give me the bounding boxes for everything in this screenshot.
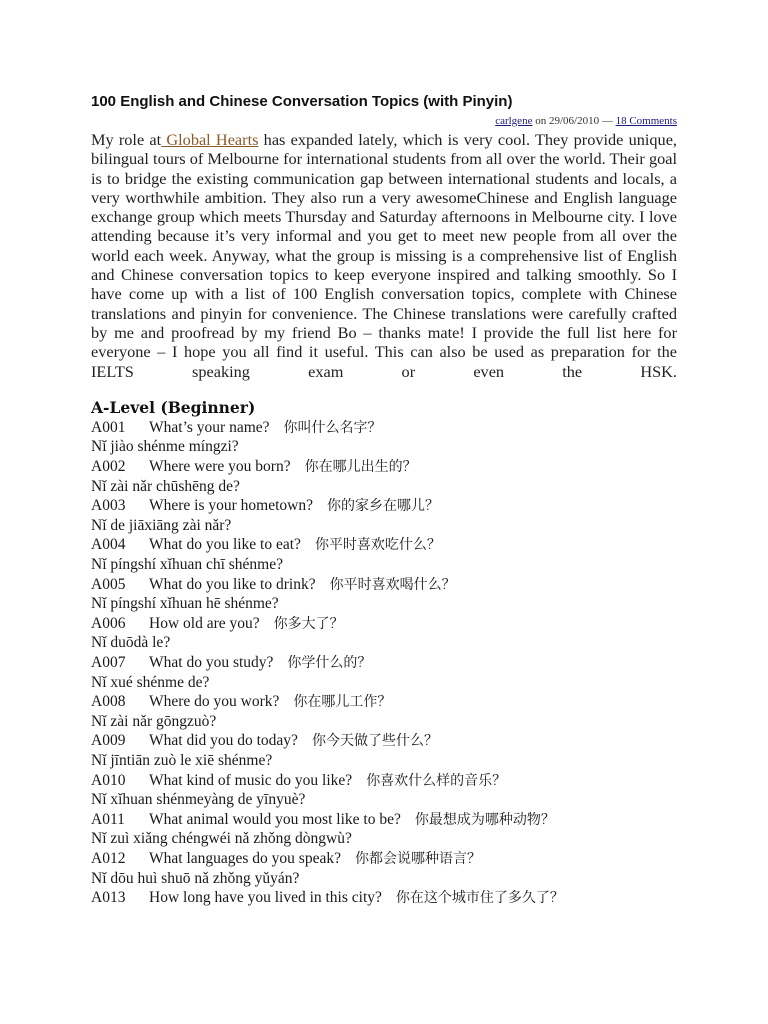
topic-item [91, 731, 677, 770]
topic-line [91, 771, 677, 791]
topic-question: What do you study? [149, 653, 274, 671]
topic-code: A012 [91, 849, 126, 867]
topic-line [91, 849, 677, 869]
section-heading: A-Level (Beginner) [91, 397, 256, 417]
topic-question: How long have you lived in this city? [149, 889, 382, 907]
topic-line [91, 575, 677, 595]
topic-line [91, 496, 677, 516]
topic-pinyin: Nǐ dōu huì shuō nǎ zhǒng yǔyán? [91, 869, 300, 887]
topic-item [91, 653, 677, 692]
topic-chinese: 你最想成为哪种动物？ [414, 811, 555, 828]
topic-list [91, 418, 677, 908]
article-meta [91, 114, 677, 128]
intro-text-rest: has expanded lately, which is very cool. They provide unique, bilingual tours of Melbourne for international students from all over the world. Their goal is to bridge the existing communication gap between international students and locals, a very worthwhile ambition. They also run a very awesomeChinese and English language exchange group which meets Thursday and Saturday afternoons in Melbourne city. I love attending because it’s very informal and you get to meet new people from all over the world each week. Anyway, what the group is missing is a comprehensive list of English and Chinese conversation topics to keep everyone inspired and talking smoothly. So I have come up with a list of 100 English conversation topics, complete with Chinese translations and pinyin for convenience. The Chinese translations were carefully crafted by me and proofread by my friend Bo – thanks mate! I provide the full list here for everyone – I hope you all find it useful. This can also be used as preparation for the IELTS speaking exam or even the HSK. [91, 130, 677, 381]
topic-chinese: 你学什么的？ [287, 654, 372, 671]
topic-question: What do you like to eat? [149, 536, 301, 554]
topic-line [91, 614, 677, 634]
topic-chinese: 你平时喜欢吃什么？ [314, 537, 441, 554]
topic-chinese: 你在这个城市住了多久了？ [395, 890, 564, 907]
topic-question: Where were you born? [149, 458, 291, 476]
topic-pinyin: Nǐ de jiāxiāng zài nǎr? [91, 516, 232, 534]
topic-code: A011 [91, 810, 125, 828]
topic-code: A007 [91, 653, 126, 671]
topic-item [91, 535, 677, 574]
topic-code: A006 [91, 614, 126, 632]
topic-chinese: 你叫什么名字？ [283, 419, 382, 436]
topic-line [91, 888, 677, 908]
global-hearts-link[interactable]: Global Hearts [161, 130, 259, 149]
topic-chinese: 你的家乡在哪儿？ [327, 498, 439, 515]
topic-chinese: 你平时喜欢喝什么？ [329, 576, 456, 593]
topic-item [91, 888, 677, 908]
topic-code: A004 [91, 536, 126, 554]
topic-chinese: 你都会说哪种语言？ [354, 850, 481, 867]
topic-code: A008 [91, 693, 126, 711]
topic-line [91, 731, 677, 751]
topic-code: A010 [91, 771, 126, 789]
topic-item [91, 418, 677, 457]
topic-pinyin: Nǐ xué shénme de? [91, 673, 210, 691]
topic-pinyin: Nǐ jīntiān zuò le xiē shénme? [91, 751, 273, 769]
topic-code: A002 [91, 458, 126, 476]
topic-line [91, 692, 677, 712]
topic-question: Where do you work? [149, 693, 280, 711]
topic-item [91, 692, 677, 731]
intro-text-start: My role at [91, 130, 162, 149]
topic-chinese: 你今天做了些什么？ [311, 733, 438, 750]
topic-pinyin: Nǐ zài nǎr gōngzuò? [91, 712, 217, 730]
article [91, 92, 677, 908]
post-date: on 29/06/2010 — [532, 115, 616, 127]
topic-item [91, 810, 677, 849]
topic-question: What’s your name? [149, 418, 270, 436]
topic-question: What languages do you speak? [149, 849, 341, 867]
topic-chinese: 你在哪儿工作？ [293, 694, 392, 711]
topic-line [91, 418, 677, 438]
topic-item [91, 849, 677, 888]
topic-chinese: 你多大了？ [273, 615, 344, 632]
topic-line [91, 457, 677, 477]
intro-paragraph [91, 130, 677, 381]
topic-question: How old are you? [149, 614, 260, 632]
topic-pinyin: Nǐ píngshí xǐhuan chī shénme? [91, 556, 283, 574]
article-title: 100 English and Chinese Conversation Topics (with Pinyin) [91, 93, 513, 110]
topic-item [91, 575, 677, 614]
topic-question: Where is your hometown? [149, 497, 313, 515]
topic-chinese: 你在哪儿出生的？ [304, 459, 417, 476]
topic-code: A003 [91, 497, 126, 515]
topic-question: What do you like to drink? [149, 575, 316, 593]
topic-chinese: 你喜欢什么样的音乐？ [366, 772, 507, 789]
topic-line [91, 653, 677, 673]
comments-link[interactable]: 18 Comments [615, 115, 677, 127]
topic-line [91, 810, 677, 830]
topic-question: What animal would you most like to be? [149, 810, 401, 828]
topic-line [91, 535, 677, 555]
topic-pinyin: Nǐ zài nǎr chūshēng de? [91, 477, 240, 495]
topic-question: What kind of music do you like? [149, 771, 353, 789]
topic-pinyin: Nǐ jiào shénme míngzi? [91, 438, 239, 456]
topic-item [91, 771, 677, 810]
author-link[interactable]: carlgene [495, 115, 533, 127]
topic-pinyin: Nǐ zuì xiǎng chéngwéi nǎ zhǒng dòngwù? [91, 830, 352, 848]
topic-pinyin: Nǐ píngshí xǐhuan hē shénme? [91, 595, 279, 613]
topic-pinyin: Nǐ xǐhuan shénmeyàng de yīnyuè? [91, 791, 306, 809]
topic-item [91, 496, 677, 535]
topic-pinyin: Nǐ duōdà le? [91, 634, 171, 652]
topic-code: A005 [91, 575, 126, 593]
topic-item [91, 614, 677, 653]
topic-question: What did you do today? [149, 732, 298, 750]
topic-code: A001 [91, 418, 126, 436]
topic-code: A009 [91, 732, 126, 750]
topic-item [91, 457, 677, 496]
topic-code: A013 [91, 889, 126, 907]
